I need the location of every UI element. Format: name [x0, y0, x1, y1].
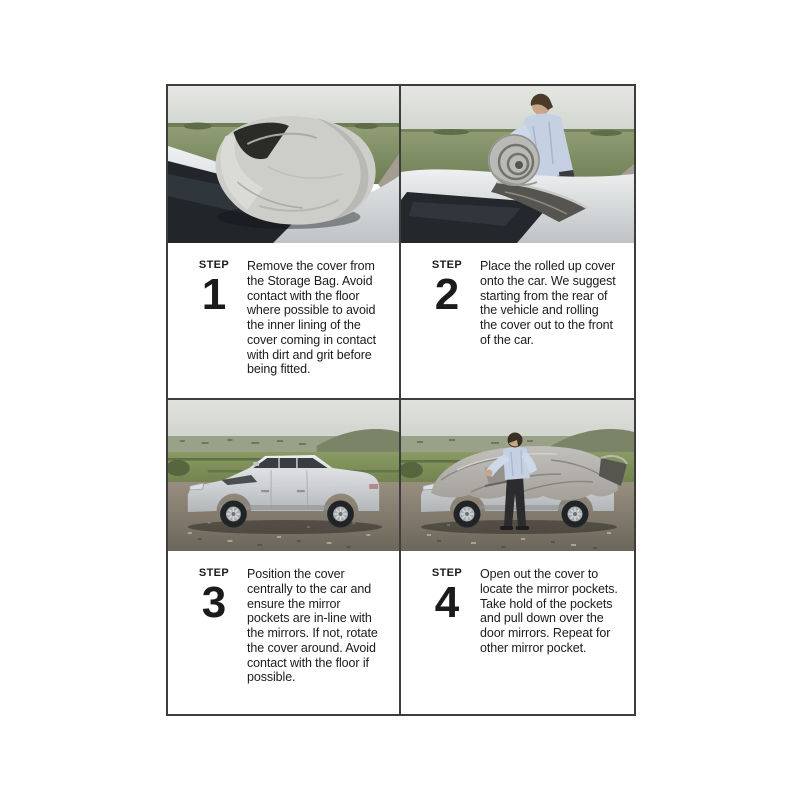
instruction-sheet — [166, 84, 636, 716]
caption-step-2 — [401, 243, 634, 398]
photo-step-3 — [168, 400, 399, 551]
instruction-text-4: Open out the cover to locate the mirror pockets. Take hold of the pockets and pull down over the door mirrors. Repeat for other mirror pocket. — [480, 567, 618, 655]
person-shoe — [516, 526, 529, 530]
step-label-3: STEP — [198, 567, 230, 579]
step-col-1 — [194, 259, 234, 320]
rolled-cover-photo-illustration — [401, 86, 634, 243]
step-label-4: STEP — [431, 567, 463, 579]
person-shoe — [500, 526, 513, 530]
cover-fitting-photo-illustration — [401, 400, 634, 551]
person-shirt — [503, 447, 530, 480]
instruction-text-2: Place the rolled up cover onto the car. We suggest starting from the rear of the vehicle and rolling the cover out to the front of the car. — [480, 259, 616, 347]
step-label-1: STEP — [198, 259, 230, 271]
step-panel-3 — [168, 400, 401, 714]
rear-wheel — [327, 501, 354, 528]
front-wheel — [454, 501, 481, 528]
photo-step-4 — [401, 400, 634, 551]
step-col-2 — [427, 259, 467, 320]
rolled-cover — [488, 134, 540, 186]
step-number-4: 4 — [434, 578, 460, 628]
caption-step-3 — [168, 551, 399, 714]
step-number-2: 2 — [434, 270, 460, 320]
instruction-text-3: Position the cover centrally to the car and ensure the mirror pockets are in-line with the mirrors. If not, rotate the cover around. Avoid contact with the floor if possible. — [247, 567, 378, 685]
front-wheel — [220, 501, 247, 528]
cover-bag-photo-illustration — [168, 86, 399, 243]
step-panel-1 — [168, 86, 401, 400]
door-mirror — [253, 462, 259, 466]
step-number-1: 1 — [201, 270, 227, 320]
step-col-4 — [427, 567, 467, 628]
instruction-text-1: Remove the cover from the Storage Bag. Avoid contact with the floor where possible to avoid the inner lining of the cover coming in contact with dirt and grit before being fitted. — [247, 259, 377, 377]
step-panel-2 — [401, 86, 634, 400]
step-number-3: 3 — [201, 578, 227, 628]
rear-wheel — [562, 501, 589, 528]
caption-step-4 — [401, 551, 634, 714]
taillight — [369, 484, 378, 489]
car-side-view-photo-illustration — [168, 400, 399, 551]
photo-step-2 — [401, 86, 634, 243]
step-label-2: STEP — [431, 259, 463, 271]
person-hand — [486, 470, 493, 477]
photo-step-1 — [168, 86, 399, 243]
caption-step-1 — [168, 243, 399, 398]
step-panel-4 — [401, 400, 634, 714]
step-col-3 — [194, 567, 234, 628]
car-shadow — [188, 520, 382, 534]
